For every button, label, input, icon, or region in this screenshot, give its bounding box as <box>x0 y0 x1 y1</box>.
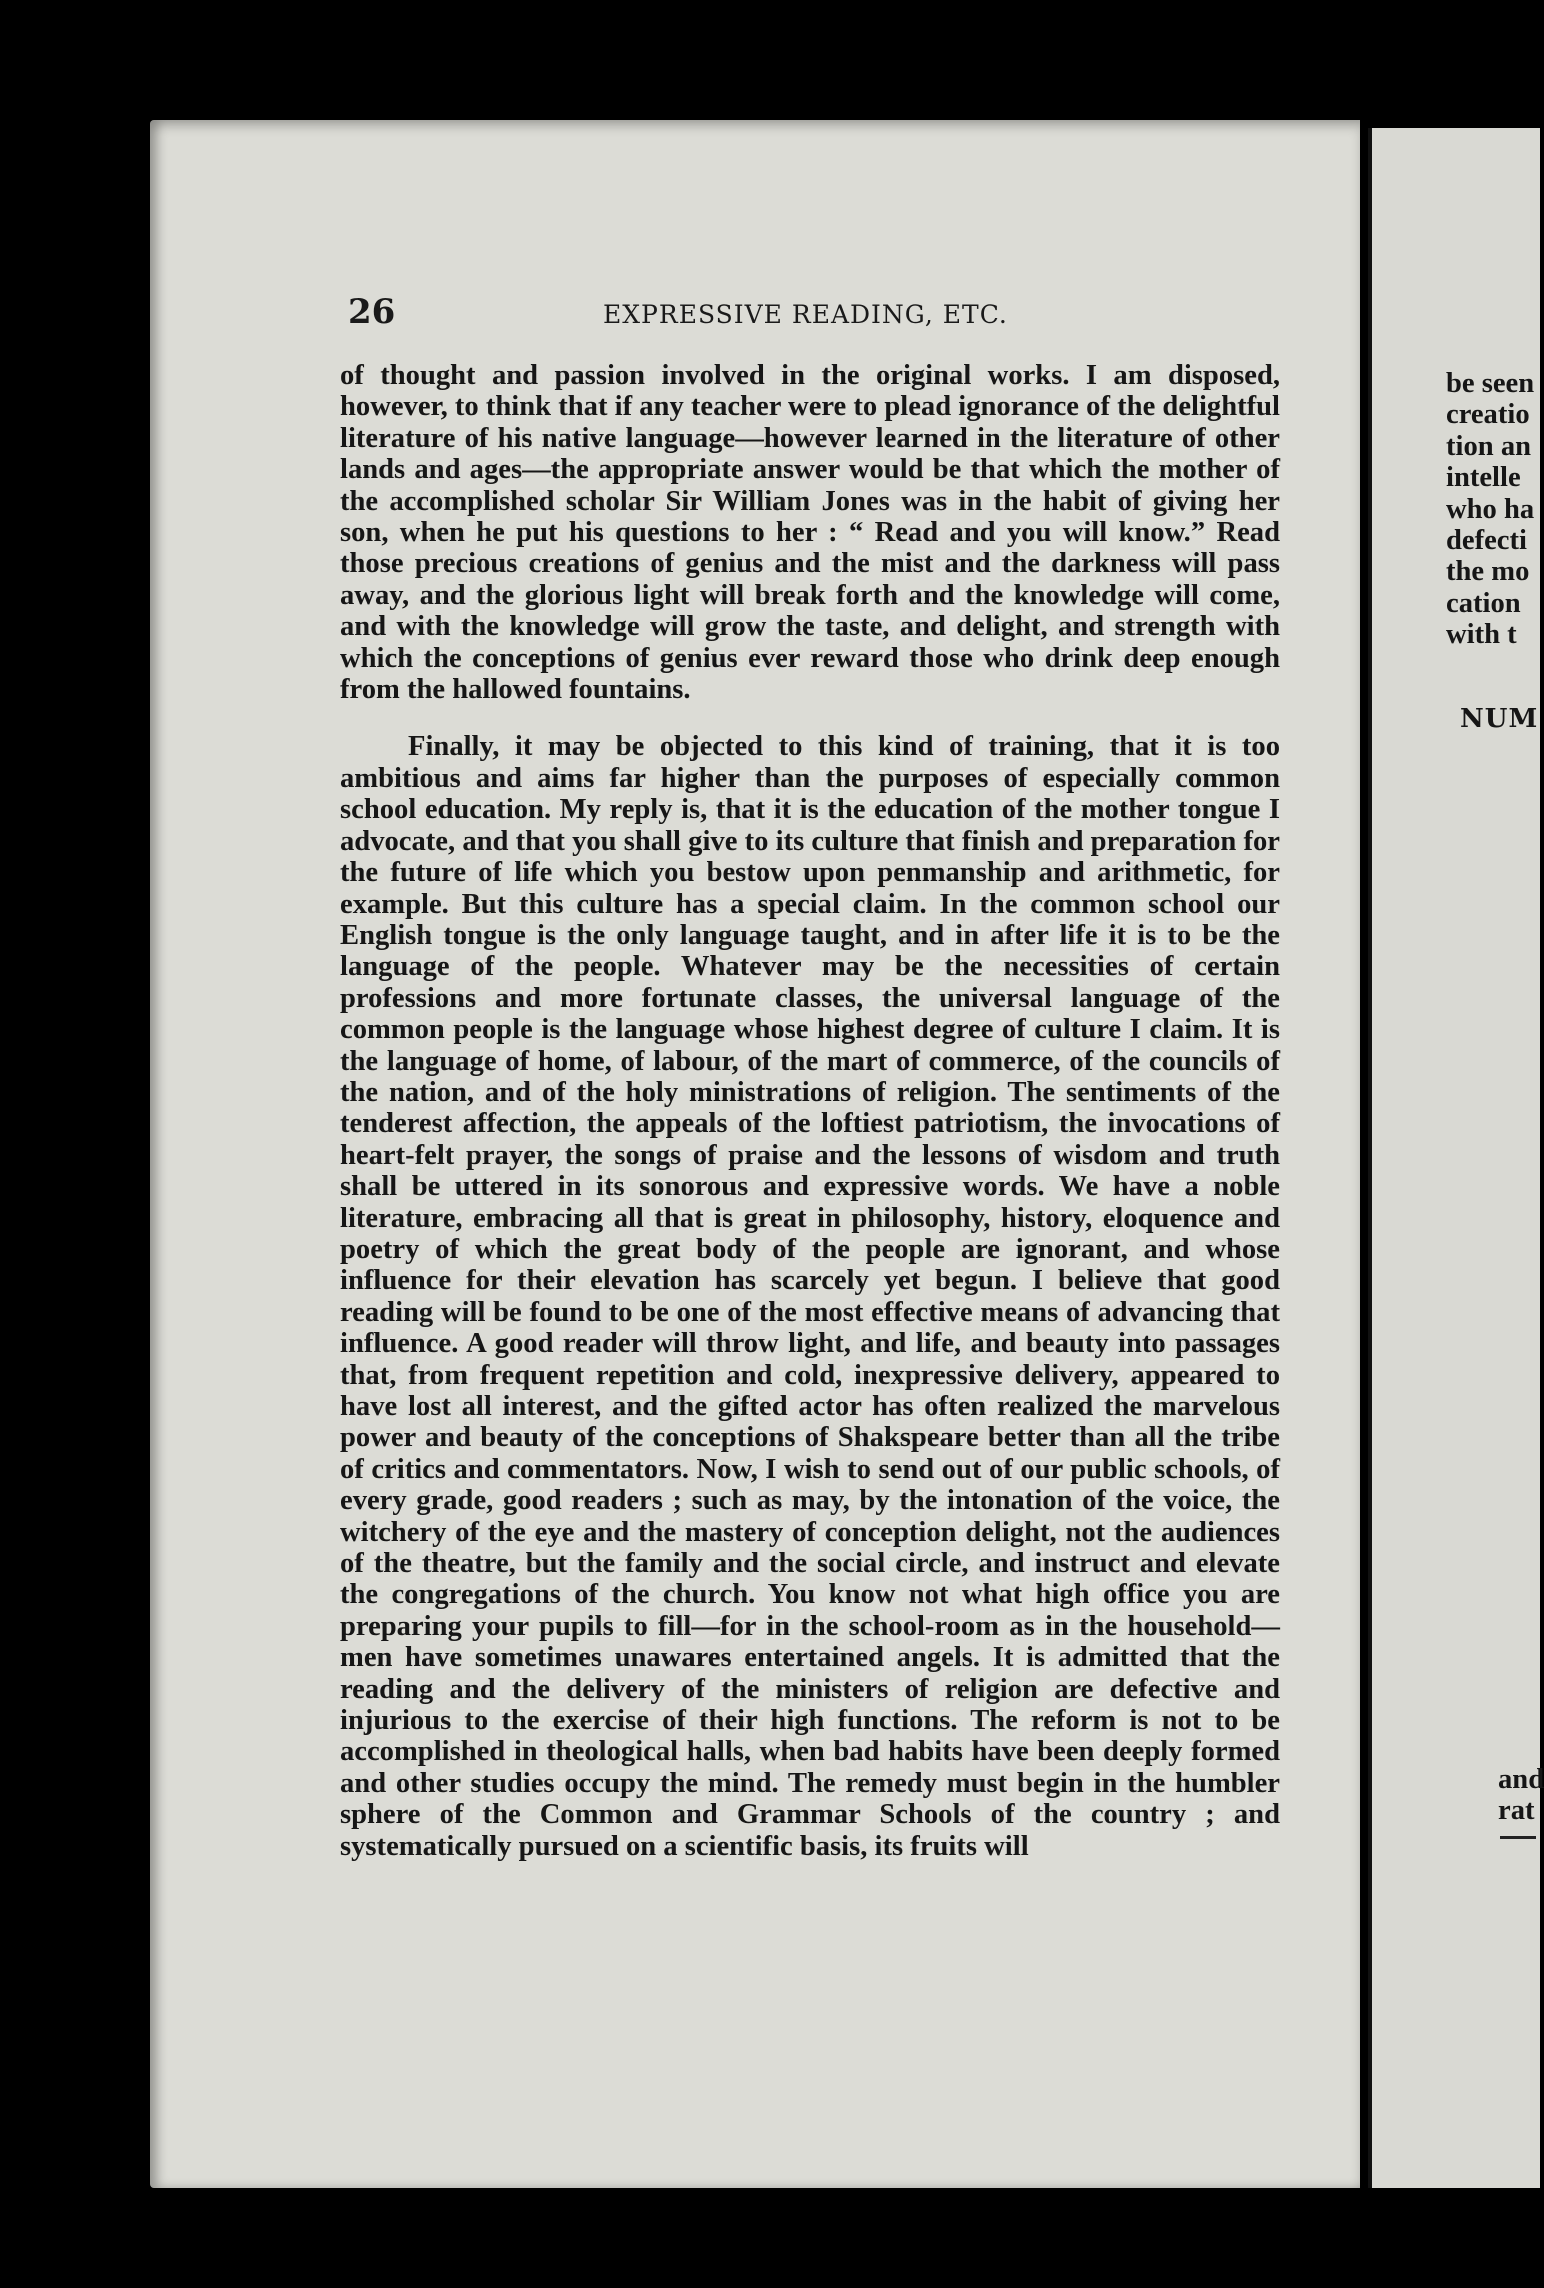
facing-line: defecti <box>1446 524 1527 556</box>
facing-line: intelle <box>1446 462 1521 494</box>
facing-page-heading: NUM <box>1460 704 1539 734</box>
facing-page-text <box>1446 368 1536 651</box>
facing-line: be seen <box>1446 368 1535 399</box>
page-header <box>348 292 1278 342</box>
facing-page-rule <box>1500 1836 1536 1839</box>
facing-page-bottom-text <box>1498 1764 1544 1827</box>
body-text <box>340 360 1280 1862</box>
paragraph-1: of thought and passion involved in the original works. I am disposed, however, to think that if any teacher were to plead ignorance of the delightful literature of his native language—however learned in the literature of other lands and ages—the appropriate answer would be that which the mother of the accomplished scholar Sir William Jones was in the habit of giving her son, when he put his questions to her : “ Read and you will know.” Read those precious creations of genius and the mist and the darkness will pass away, and the glorious light will break forth and the knowledge will come, and with the knowledge will grow the taste, and delight, and strength with which the conceptions of genius ever reward those who drink deep enough from the hallowed fountains. <box>340 360 1280 706</box>
facing-line: and <box>1498 1764 1544 1795</box>
facing-line: cation <box>1446 587 1521 619</box>
facing-line: creatio <box>1446 399 1530 431</box>
page-number: 26 <box>348 292 396 332</box>
running-head: EXPRESSIVE READING, ETC. <box>603 300 1008 329</box>
facing-line: the mo <box>1446 556 1530 588</box>
facing-line: rat <box>1498 1795 1535 1827</box>
paragraph-2: Finally, it may be objected to this kind of training, that it is too ambitious and aims far higher than the purposes of especially common school education. My reply is, that it is the education of the mother tongue I advocate, and that you shall give to its culture that finish and preparation for the future of life which you bestow upon penmanship and arithmetic, for example. But this culture has a special claim. In the common school our English tongue is the only language taught, and in after life it is to be the language of the people. Whatever may be the necessities of certain professions and more fortunate classes, the universal language of the common people is the language whose highest degree of culture I claim. It is the language of home, of labour, of the mart of commerce, of the councils of the nation, and of the holy ministrations of religion. The sentiments of the tenderest affection, the appeals of the loftiest patriotism, the invocations of heart-felt prayer, the songs of praise and the lessons of wisdom and truth shall be uttered in its sonorous and expressive words. We have a noble literature, embracing all that is great in philosophy, history, eloquence and poetry of which the great body of the people are ignorant, and whose influence for their elevation has scarcely yet begun. I believe that good reading will be found to be one of the most effective means of advancing that influence. A good reader will throw light, and life, and beauty into passages that, from frequent repetition and cold, inexpressive delivery, appeared to have lost all interest, and the gifted actor has often realized the marvelous power and beauty of the conceptions of Shakspeare better than all the tribe of critics and commentators. Now, I wish to send out of our public schools, of every grade, good readers ; such as may, by the intonation of the voice, the witchery of the eye and the mastery of conception delight, not the audiences of the theatre, but the family and the social circle, and instruct and elevate the congregations of the church. You know not what high office you are preparing your pupils to fill—for in the school-room as in the household—men have sometimes unawares entertained angels. It is admitted that the reading and the delivery of the ministers of religion are defective and injurious to the exercise of their high functions. The reform is not to be accomplished in theological halls, when bad habits have been deeply formed and other studies occupy the mind. The remedy must begin in the humbler sphere of the Common and Grammar Schools of the country ; and systematically pursued on a scientific basis, its fruits will <box>340 731 1280 1862</box>
facing-line: tion an <box>1446 430 1532 462</box>
facing-line: with t <box>1446 619 1517 651</box>
facing-line: who ha <box>1446 493 1535 525</box>
